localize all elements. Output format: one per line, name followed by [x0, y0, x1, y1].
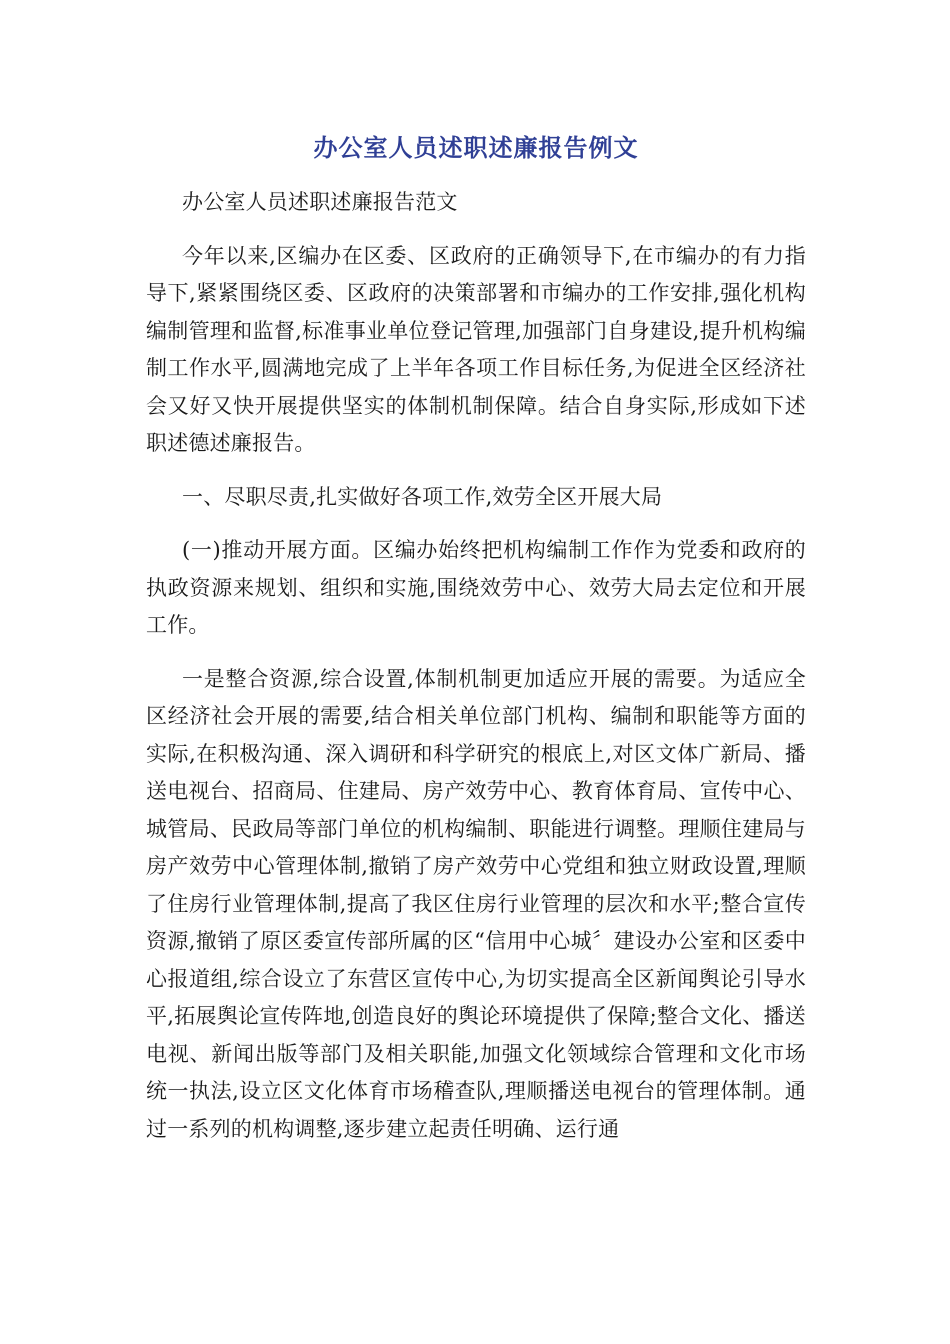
section-heading-1: 一、尽职尽责,扎实做好各项工作,效劳全区开展大局 [182, 484, 663, 509]
paragraph-intro: 今年以来,区编办在区委、区政府的正确领导下,在市编办的有力指导下,紧紧围绕区委、区政府的决策部署和市编办的工作安排,强化机构编制管理和监督,标准事业单位登记管理,加强部门自身建设,提升机构编制工作水平,圆满地完成了上半年各项工作目标任务,为促进全区经济社会又好又快开展提供坚实的体制机制保障。结合自身实际,形成如下述职述德述廉报告。 [146, 243, 806, 455]
document-page [146, 128, 806, 1164]
paragraph-development: (一)推动开展方面。区编办始终把机构编制工作作为党委和政府的执政资源来规划、组织和实施,围绕效劳中心、效劳大局去定位和开展工作。 [146, 538, 806, 637]
document-subtitle: 办公室人员述职述廉报告范文 [182, 190, 458, 214]
document-title: 办公室人员述职述廉报告例文 [313, 134, 639, 162]
paragraph-integration: 一是整合资源,综合设置,体制机制更加适应开展的需要。为适应全区经济社会开展的需要,结合相关单位部门机构、编制和职能等方面的实际,在积极沟通、深入调研和科学研究的根底上,对区文体广新局、播送电视台、招商局、住建局、房产效劳中心、教育体育局、宣传中心、城管局、民政局等部门单位的机构编制、职能进行调整。理顺住建局与房产效劳中心管理体制,撤销了房产效劳中心党组和独立财政设置,理顺了住房行业管理体制,提高了我区住房行业管理的层次和水平;整合宣传资源,撤销了原区委宣传部所属的区“信用中心城〞建设办公室和区委中心报道组,综合设立了东营区宣传中心,为切实提高全区新闻舆论引导水平,拓展舆论宣传阵地,创造良好的舆论环境提供了保障;整合文化、播送电视、新闻出版等部门及相关职能,加强文化领域综合管理和文化市场统一执法,设立区文化体育市场稽查队,理顺播送电视台的管理体制。通过一系列的机构调整,逐步建立起责任明确、运行通 [146, 666, 806, 1141]
